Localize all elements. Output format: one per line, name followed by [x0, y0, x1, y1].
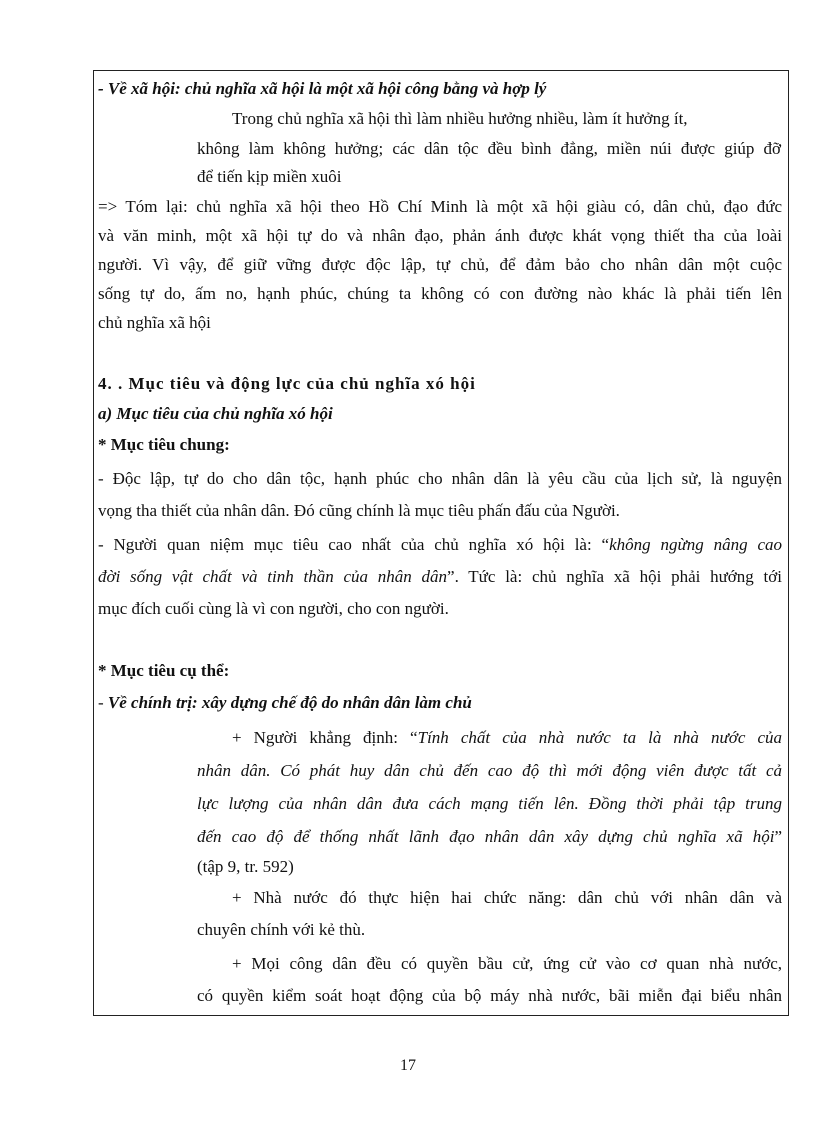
- politics-para1-line-2: nhân dân. Có phát huy dân chủ đến cao độ thì mới động viên được tất cả: [197, 761, 782, 780]
- politics-para1-line-5: (tập 9, tr. 592): [197, 857, 294, 876]
- page-number: 17: [400, 1057, 416, 1074]
- politics-para3-line-2: có quyền kiểm soát hoạt động của bộ máy nhà nước, bãi miễn đại biểu nhân: [197, 986, 782, 1005]
- general-para1-line-2: vọng tha thiết của nhân dân. Đó cũng chính là mục tiêu phấn đấu của Người.: [98, 501, 620, 520]
- general-para2-line-2: đời sống vật chất và tinh thần của nhân dân”. Tức là: chủ nghĩa xã hội phải hướng tới: [98, 567, 782, 586]
- summary-line-2: và văn minh, một xã hội tự do và nhân đạo, phản ánh được khát vọng thiết tha của loài: [98, 226, 782, 245]
- society-heading: - Về xã hội: chủ nghĩa xã hội là một xã hội công bằng và hợp lý: [98, 79, 547, 98]
- politics-para3-line-1: + Mọi công dân đều có quyền bầu cử, ứng cử vào cơ quan nhà nước,: [232, 954, 782, 973]
- politics-para1-line-1: + Người khẳng định: “Tính chất của nhà nước ta là nhà nước của: [232, 728, 783, 747]
- society-para-line-2: không làm không hưởng; các dân tộc đều bình đẳng, miền núi được giúp đỡ: [197, 139, 781, 158]
- summary-line-5: chủ nghĩa xã hội: [98, 313, 211, 332]
- politics-para1-line-4: đến cao độ để thống nhất lãnh đạo nhân dân xây dựng chủ nghĩa xã hội”: [197, 827, 782, 846]
- summary-line-1: => Tóm lại: chủ nghĩa xã hội theo Hồ Chí Minh là một xã hội giàu có, dân chủ, đạo đức: [98, 197, 782, 216]
- general-para1-line-1: - Độc lập, tự do cho dân tộc, hạnh phúc cho nhân dân là yêu cầu của lịch sử, là nguyện: [98, 469, 782, 488]
- general-para2-line-3: mục đích cuối cùng là vì con người, cho con người.: [98, 599, 449, 618]
- politics-para2-line-1: + Nhà nước đó thực hiện hai chức năng: dân chủ với nhân dân và: [232, 888, 782, 907]
- society-para-line-1: Trong chủ nghĩa xã hội thì làm nhiều hưởng nhiều, làm ít hưởng ít,: [232, 109, 688, 128]
- politics-para2-line-2: chuyên chính với kẻ thù.: [197, 920, 366, 939]
- society-para-line-3: để tiến kịp miền xuôi: [197, 167, 342, 186]
- politics-para1-line-3: lực lượng của nhân dân đưa cách mạng tiến lên. Đồng thời phải tập trung: [197, 794, 782, 813]
- general-para2-line-1: - Người quan niệm mục tiêu cao nhất của chủ nghĩa xó hội là: “không ngừng nâng cao: [98, 535, 782, 554]
- politics-heading: - Về chính trị: xây dựng chế độ do nhân dân làm chủ: [98, 693, 472, 712]
- section-4-title: 4. . Mục tiêu và động lực của chủ nghĩa xó hội: [98, 374, 476, 393]
- summary-line-3: người. Vì vậy, để giữ vững được độc lập, tự chủ, để đảm bảo cho nhân dân một cuộc: [98, 255, 782, 274]
- summary-line-4: sống tự do, ấm no, hạnh phúc, chúng ta không có con đường nào khác là phải tiến lên: [98, 284, 782, 303]
- specific-goal-label: * Mục tiêu cụ thể:: [98, 661, 230, 680]
- general-goal-label: * Mục tiêu chung:: [98, 435, 230, 454]
- subsection-a-title: a) Mục tiêu của chủ nghĩa xó hội: [98, 404, 333, 423]
